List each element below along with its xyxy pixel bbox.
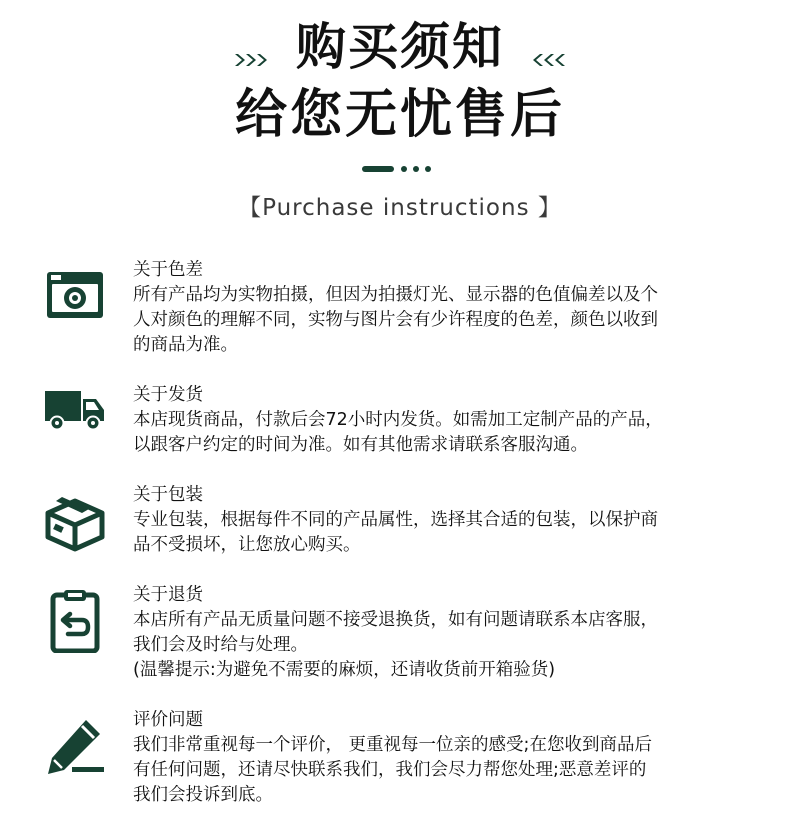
section-heading: 关于色差: [133, 260, 203, 280]
box-icon: [42, 489, 108, 555]
section-heading: 关于包装: [133, 485, 203, 505]
section-line: 我们会投诉到底。: [133, 785, 273, 805]
page-subtitle: 给您无忧售后: [234, 85, 565, 145]
section-text: [133, 483, 763, 558]
section-line: 专业包装，根据每件不同的产品属性，选择其合适的包装，以保护商: [133, 510, 658, 530]
section-heading: 评价问题: [133, 710, 203, 730]
section-heading: 关于退货: [133, 585, 203, 605]
section-line: 有任何问题，还请尽快联系我们，我们会尽力帮您处理;恶意差评的: [133, 760, 647, 780]
truck-icon: [42, 377, 108, 443]
chevrons-right-icon: [233, 50, 273, 70]
title-row: [0, 14, 800, 80]
english-subtitle: 【Purchase instructions 】: [238, 195, 562, 221]
section-line: 我们非常重视每一个评价， 更重视每一位亲的感受;在您收到商品后: [133, 735, 652, 755]
section-line: 本店所有产品无质量问题不接受退换货，如有问题请联系本店客服，: [133, 610, 658, 630]
divider-dots: [362, 165, 442, 173]
section-heading: 关于发货: [133, 385, 203, 405]
section-line: (温馨提示:为避免不需要的麻烦，还请收货前开箱验货): [133, 660, 556, 680]
page-title: 购买须知: [296, 18, 504, 76]
pen-icon: [42, 714, 108, 780]
section-text: [133, 583, 763, 683]
section-text: [133, 708, 763, 808]
section-line: 我们会及时给与处理。: [133, 635, 308, 655]
camera-icon: [42, 262, 108, 328]
chevrons-left-icon: [527, 50, 567, 70]
section-text: [133, 383, 763, 458]
section-line: 的商品为准。: [133, 335, 238, 355]
section-text: [133, 258, 763, 358]
section-line: 本店现货商品，付款后会72小时内发货。如需加工定制产品的产品，: [133, 410, 663, 430]
section-line: 品不受损坏，让您放心购买。: [133, 535, 361, 555]
section-line: 人对颜色的理解不同，实物与图片会有少许程度的色差，颜色以收到: [133, 310, 658, 330]
section-line: 以跟客户约定的时间为准。如有其他需求请联系客服沟通。: [133, 435, 588, 455]
section-line: 所有产品均为实物拍摄，但因为拍摄灯光、显示器的色值偏差以及个: [133, 285, 658, 305]
clipboard-return-icon: [42, 587, 108, 653]
